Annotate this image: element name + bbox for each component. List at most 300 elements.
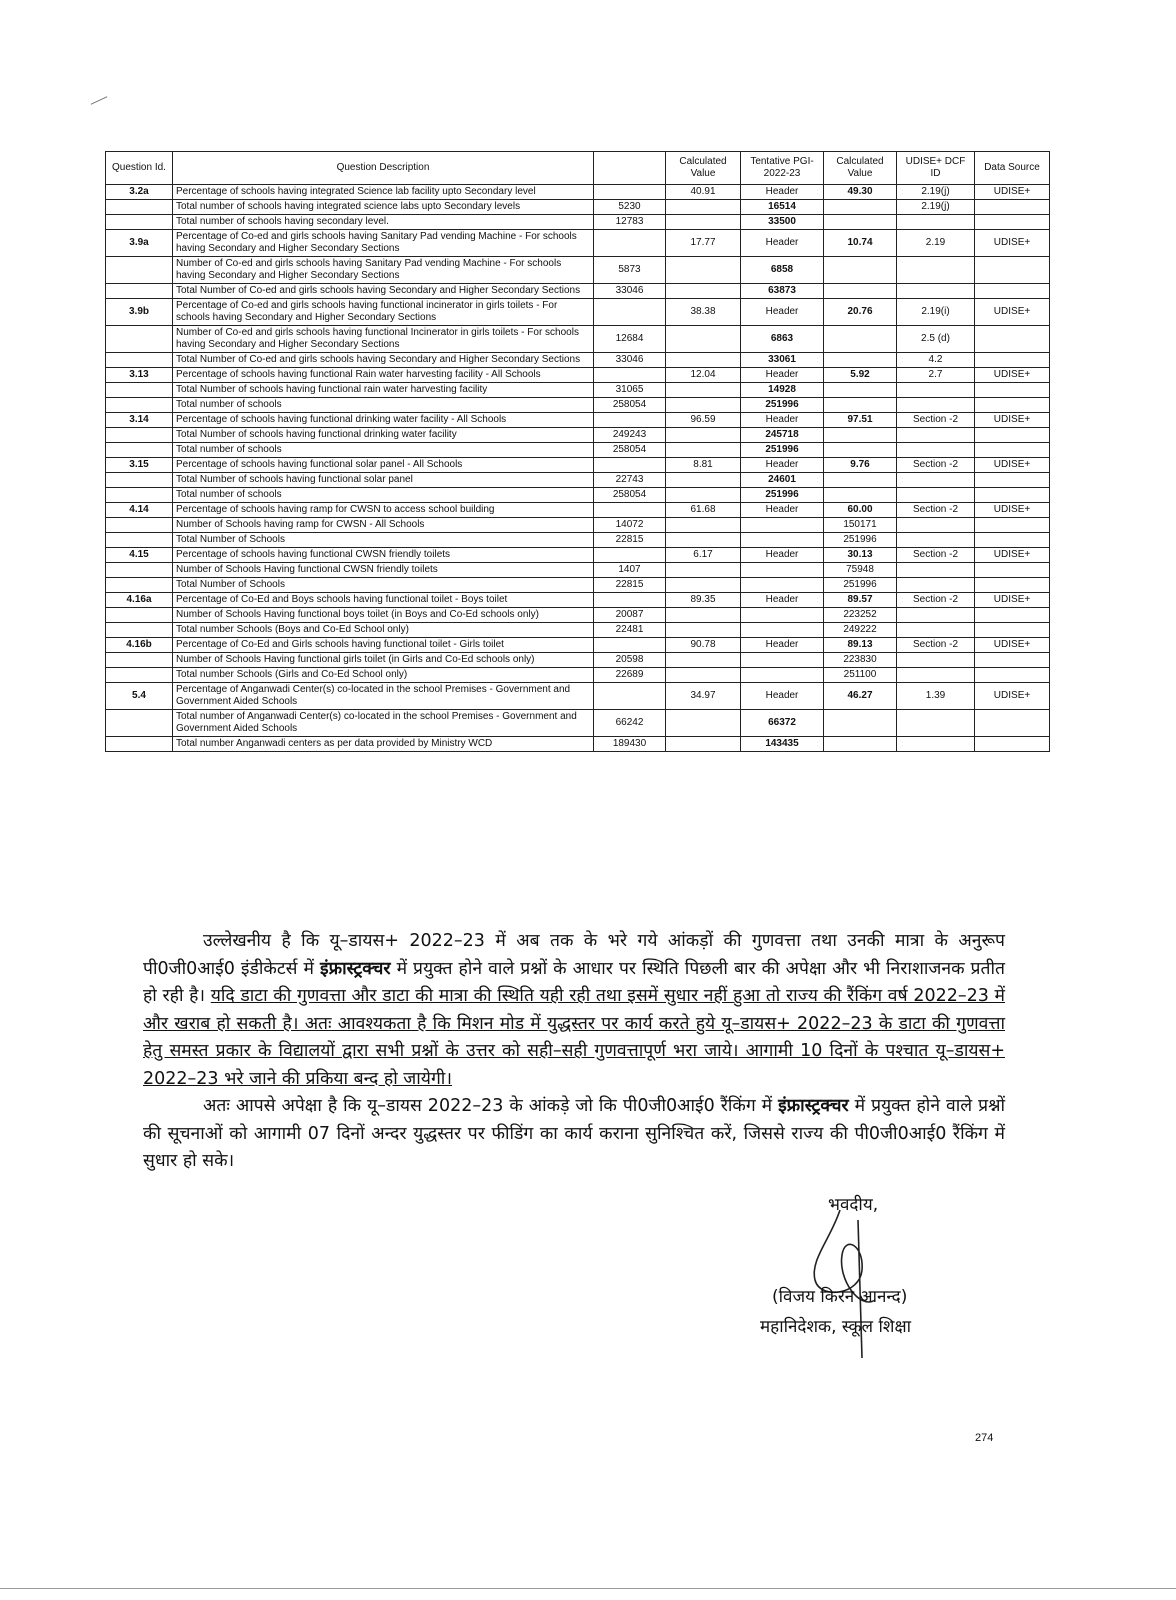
cell-calculated-value	[666, 518, 741, 533]
cell-calculated-value	[666, 443, 741, 458]
cell-calculated-value-2: 249222	[824, 623, 897, 638]
cell-description: Percentage of Anganwadi Center(s) co-located in the school Premises - Government and Government Aided Schools	[173, 683, 594, 710]
cell-count: 22815	[594, 578, 666, 593]
cell-data-source: UDISE+	[975, 683, 1050, 710]
table-row	[106, 683, 1050, 710]
cell-count	[594, 230, 666, 257]
cell-data-source: UDISE+	[975, 638, 1050, 653]
cell-description: Total number Schools (Girls and Co-Ed School only)	[173, 668, 594, 683]
cell-tentative-pgi: Header	[741, 299, 824, 326]
cell-description: Total Number of Co-ed and girls schools having Secondary and Higher Secondary Sections	[173, 353, 594, 368]
cell-count	[594, 683, 666, 710]
letter-paragraph-1	[143, 928, 1005, 1093]
cell-calculated-value	[666, 488, 741, 503]
cell-calculated-value-2: 49.30	[824, 185, 897, 200]
cell-description: Number of Schools Having functional CWSN friendly toilets	[173, 563, 594, 578]
cell-question-id: 3.9b	[106, 299, 173, 326]
cell-calculated-value: 90.78	[666, 638, 741, 653]
cell-tentative-pgi: Header	[741, 683, 824, 710]
col-header-udise-dcf-id: UDISE+ DCF ID	[897, 152, 975, 185]
cell-calculated-value-2	[824, 710, 897, 737]
table-row	[106, 653, 1050, 668]
cell-calculated-value-2	[824, 215, 897, 230]
cell-dcf-id	[897, 284, 975, 299]
cell-question-id	[106, 428, 173, 443]
cell-calculated-value	[666, 326, 741, 353]
cell-dcf-id	[897, 563, 975, 578]
cell-calculated-value-2: 251996	[824, 578, 897, 593]
cell-tentative-pgi: 6858	[741, 257, 824, 284]
cell-tentative-pgi: 251996	[741, 488, 824, 503]
cell-calculated-value-2	[824, 200, 897, 215]
cell-question-id	[106, 488, 173, 503]
cell-description: Total number of schools having integrated science labs upto Secondary levels	[173, 200, 594, 215]
cell-data-source	[975, 623, 1050, 638]
cell-question-id: 4.16a	[106, 593, 173, 608]
cell-count: 66242	[594, 710, 666, 737]
table-row	[106, 257, 1050, 284]
cell-tentative-pgi	[741, 578, 824, 593]
cell-calculated-value-2	[824, 326, 897, 353]
cell-dcf-id: Section -2	[897, 593, 975, 608]
cell-question-id	[106, 518, 173, 533]
cell-question-id	[106, 668, 173, 683]
cell-calculated-value	[666, 623, 741, 638]
cell-description: Percentage of schools having integrated Science lab facility upto Secondary level	[173, 185, 594, 200]
para1-text-2: में प्रयुक्त होने वाले प्रश्नों के आधार पर स्थिति पिछली बार की अपेक्षा और भी निराशाजनक प्रतीत हो रही है।	[143, 958, 1005, 1006]
cell-calculated-value-2	[824, 383, 897, 398]
cell-count: 258054	[594, 443, 666, 458]
cell-calculated-value	[666, 737, 741, 752]
cell-dcf-id	[897, 710, 975, 737]
cell-count: 33046	[594, 284, 666, 299]
cell-description: Percentage of schools having functional CWSN friendly toilets	[173, 548, 594, 563]
cell-tentative-pgi: 251996	[741, 398, 824, 413]
cell-data-source	[975, 383, 1050, 398]
cell-count: 12783	[594, 215, 666, 230]
cell-dcf-id	[897, 533, 975, 548]
cell-question-id: 4.15	[106, 548, 173, 563]
col-header-question-id: Question Id.	[106, 152, 173, 185]
cell-dcf-id: 1.39	[897, 683, 975, 710]
cell-count: 5873	[594, 257, 666, 284]
cell-question-id	[106, 398, 173, 413]
cell-question-id: 3.14	[106, 413, 173, 428]
table-row	[106, 185, 1050, 200]
cell-data-source	[975, 326, 1050, 353]
cell-calculated-value-2	[824, 353, 897, 368]
cell-calculated-value-2: 60.00	[824, 503, 897, 518]
cell-question-id	[106, 623, 173, 638]
cell-calculated-value	[666, 215, 741, 230]
table-row	[106, 638, 1050, 653]
cell-tentative-pgi: 33061	[741, 353, 824, 368]
table-row	[106, 533, 1050, 548]
cell-description: Total number of schools	[173, 488, 594, 503]
cell-data-source	[975, 653, 1050, 668]
cell-dcf-id	[897, 623, 975, 638]
table-row	[106, 593, 1050, 608]
cell-calculated-value-2: 9.76	[824, 458, 897, 473]
cell-count: 249243	[594, 428, 666, 443]
cell-count	[594, 413, 666, 428]
cell-calculated-value-2: 89.13	[824, 638, 897, 653]
cell-tentative-pgi: Header	[741, 413, 824, 428]
cell-dcf-id	[897, 488, 975, 503]
cell-tentative-pgi	[741, 653, 824, 668]
cell-description: Number of Schools Having functional girls toilet (in Girls and Co-Ed schools only)	[173, 653, 594, 668]
signatory-designation: महानिदेशक, स्कूल शिक्षा	[760, 1317, 912, 1337]
cell-count: 20087	[594, 608, 666, 623]
cell-tentative-pgi: 14928	[741, 383, 824, 398]
table-row	[106, 578, 1050, 593]
cell-question-id	[106, 284, 173, 299]
cell-tentative-pgi	[741, 668, 824, 683]
para2-text: अतः आपसे अपेक्षा है कि यू–डायस 2022–23 के आंकड़े जो कि पी0जी0आई0 रैंकिंग में	[203, 1096, 779, 1116]
table-body	[106, 185, 1050, 752]
cell-dcf-id: Section -2	[897, 638, 975, 653]
cell-calculated-value: 40.91	[666, 185, 741, 200]
cell-question-id: 4.14	[106, 503, 173, 518]
cell-tentative-pgi	[741, 623, 824, 638]
cell-count: 5230	[594, 200, 666, 215]
cell-description: Total Number of Schools	[173, 533, 594, 548]
signatory-name: (विजय किरन आनन्द)	[772, 1287, 908, 1307]
col-header-data-source: Data Source	[975, 152, 1050, 185]
cell-question-id	[106, 200, 173, 215]
cell-calculated-value	[666, 710, 741, 737]
indicator-table	[105, 151, 1050, 752]
cell-question-id	[106, 353, 173, 368]
cell-calculated-value: 17.77	[666, 230, 741, 257]
cell-tentative-pgi: 143435	[741, 737, 824, 752]
cell-calculated-value-2: 223830	[824, 653, 897, 668]
table-row	[106, 413, 1050, 428]
table-row	[106, 458, 1050, 473]
table-row	[106, 284, 1050, 299]
table-row	[106, 473, 1050, 488]
cell-question-id: 3.2a	[106, 185, 173, 200]
cell-question-id: 3.9a	[106, 230, 173, 257]
cell-calculated-value-2: 223252	[824, 608, 897, 623]
table-row	[106, 368, 1050, 383]
cell-dcf-id	[897, 257, 975, 284]
cell-calculated-value-2: 20.76	[824, 299, 897, 326]
cell-question-id	[106, 533, 173, 548]
cell-tentative-pgi: Header	[741, 185, 824, 200]
cell-dcf-id	[897, 428, 975, 443]
cell-dcf-id: Section -2	[897, 458, 975, 473]
cell-data-source	[975, 200, 1050, 215]
para1-text: उल्लेखनीय है कि यू–डायस+ 2022–23 में अब तक के भरे गये आंकड़ों की गुणवत्ता तथा उनकी मात्रा के अनुरूप पी0जी0आई0 इंडीकेटर्स में	[143, 931, 1005, 979]
cell-description: Total number Anganwadi centers as per data provided by Ministry WCD	[173, 737, 594, 752]
cell-count: 22481	[594, 623, 666, 638]
cell-calculated-value: 96.59	[666, 413, 741, 428]
cell-question-id	[106, 737, 173, 752]
cell-calculated-value	[666, 563, 741, 578]
cell-data-source: UDISE+	[975, 503, 1050, 518]
cell-dcf-id	[897, 608, 975, 623]
cell-dcf-id	[897, 518, 975, 533]
cell-data-source	[975, 518, 1050, 533]
cell-dcf-id	[897, 737, 975, 752]
cell-count: 22743	[594, 473, 666, 488]
cell-data-source	[975, 473, 1050, 488]
col-header-tentative-pgi: Tentative PGI-2022-23	[741, 152, 824, 185]
cell-data-source	[975, 443, 1050, 458]
cell-calculated-value: 8.81	[666, 458, 741, 473]
table-header-row	[106, 152, 1050, 185]
cell-dcf-id	[897, 443, 975, 458]
cell-data-source: UDISE+	[975, 299, 1050, 326]
table-row	[106, 353, 1050, 368]
cell-description: Total number of schools	[173, 398, 594, 413]
cell-data-source: UDISE+	[975, 368, 1050, 383]
cell-tentative-pgi: Header	[741, 638, 824, 653]
cell-tentative-pgi	[741, 608, 824, 623]
cell-description: Total Number of Schools	[173, 578, 594, 593]
cell-calculated-value	[666, 653, 741, 668]
cell-calculated-value: 61.68	[666, 503, 741, 518]
cell-data-source	[975, 710, 1050, 737]
cell-calculated-value	[666, 398, 741, 413]
cell-calculated-value-2: 150171	[824, 518, 897, 533]
cell-calculated-value-2	[824, 428, 897, 443]
table-row	[106, 737, 1050, 752]
cell-data-source: UDISE+	[975, 413, 1050, 428]
cell-description: Percentage of schools having functional drinking water facility - All Schools	[173, 413, 594, 428]
table-row	[106, 668, 1050, 683]
cell-dcf-id: 2.19(i)	[897, 299, 975, 326]
cell-question-id: 3.15	[106, 458, 173, 473]
cell-dcf-id: 2.19(j)	[897, 200, 975, 215]
cell-question-id	[106, 326, 173, 353]
cell-calculated-value-2	[824, 473, 897, 488]
cell-data-source: UDISE+	[975, 230, 1050, 257]
col-header-blank	[594, 152, 666, 185]
cell-question-id	[106, 578, 173, 593]
cell-description: Percentage of schools having functional solar panel - All Schools	[173, 458, 594, 473]
cell-calculated-value-2: 89.57	[824, 593, 897, 608]
cell-calculated-value-2: 97.51	[824, 413, 897, 428]
cell-calculated-value-2: 75948	[824, 563, 897, 578]
cell-calculated-value-2: 30.13	[824, 548, 897, 563]
cell-count: 1407	[594, 563, 666, 578]
cell-description: Total number of schools	[173, 443, 594, 458]
cell-tentative-pgi: 63873	[741, 284, 824, 299]
cell-data-source: UDISE+	[975, 548, 1050, 563]
para1-underlined-text: यदि डाटा की गुणवत्ता और डाटा की मात्रा की स्थिति यही रही तथा इसमें सुधार नहीं हुआ तो राज्य की रैंकिंग वर्ष 2022–23 में और खराब हो सकती है। अतः आवश्यकता है कि मिशन मोड में युद्धस्तर पर कार्य करते हुये यू–डायस+ 2022–23 के डाटा की गुणवत्ता हेतु समस्त प्रकार के विद्यालयों द्वारा सभी प्रश्नों के उत्तर को सही–सही गुणवत्तापूर्ण भरा जाये। आगामी 10 दिनों के पश्चात यू–डायस+ 2022–23 भरे जाने की प्रकिया बन्द हो जायेगी।	[143, 986, 1006, 1089]
cell-description: Percentage of schools having ramp for CWSN to access school building	[173, 503, 594, 518]
cell-description: Percentage of Co-Ed and Girls schools having functional toilet - Girls toilet	[173, 638, 594, 653]
cell-tentative-pgi: Header	[741, 368, 824, 383]
cell-description: Number of Co-ed and girls schools having functional Incinerator in girls toilets - For schools having Secondary and Higher Secondary Sections	[173, 326, 594, 353]
cell-description: Total number of schools having secondary level.	[173, 215, 594, 230]
cell-calculated-value	[666, 578, 741, 593]
cell-tentative-pgi: 245718	[741, 428, 824, 443]
cell-dcf-id: 2.7	[897, 368, 975, 383]
cell-question-id	[106, 215, 173, 230]
cell-count	[594, 503, 666, 518]
cell-calculated-value-2	[824, 257, 897, 284]
cell-data-source	[975, 353, 1050, 368]
closing: भवदीय,	[828, 1195, 879, 1215]
cell-description: Percentage of Co-Ed and Boys schools having functional toilet - Boys toilet	[173, 593, 594, 608]
cell-count	[594, 299, 666, 326]
cell-tentative-pgi: Header	[741, 593, 824, 608]
cell-count: 33046	[594, 353, 666, 368]
cell-description: Total Number of schools having functional rain water harvesting facility	[173, 383, 594, 398]
cell-data-source: UDISE+	[975, 458, 1050, 473]
table-row	[106, 503, 1050, 518]
cell-tentative-pgi: 66372	[741, 710, 824, 737]
col-header-calculated-value: Calculated Value	[666, 152, 741, 185]
letter-body	[143, 928, 1005, 1176]
para1-bold-term: इंफ्रास्ट्रक्चर	[319, 958, 391, 979]
signature-block	[760, 1190, 911, 1342]
cell-data-source	[975, 215, 1050, 230]
cell-calculated-value-2: 251100	[824, 668, 897, 683]
table-row	[106, 230, 1050, 257]
scan-artifact	[91, 96, 108, 105]
cell-calculated-value-2	[824, 443, 897, 458]
cell-data-source	[975, 284, 1050, 299]
cell-calculated-value-2	[824, 398, 897, 413]
cell-dcf-id: 2.19(j)	[897, 185, 975, 200]
cell-question-id: 4.16b	[106, 638, 173, 653]
cell-calculated-value	[666, 200, 741, 215]
cell-count	[594, 593, 666, 608]
cell-description: Number of Co-ed and girls schools having Sanitary Pad vending Machine - For schools having Secondary and Higher Secondary Sections	[173, 257, 594, 284]
cell-calculated-value	[666, 608, 741, 623]
table-row	[106, 428, 1050, 443]
cell-tentative-pgi: 33500	[741, 215, 824, 230]
cell-description: Total Number of Co-ed and girls schools having Secondary and Higher Secondary Sections	[173, 284, 594, 299]
cell-tentative-pgi	[741, 563, 824, 578]
cell-dcf-id	[897, 215, 975, 230]
cell-tentative-pgi: 24601	[741, 473, 824, 488]
cell-description: Total number Schools (Boys and Co-Ed School only)	[173, 623, 594, 638]
cell-description: Total Number of schools having functional solar panel	[173, 473, 594, 488]
cell-calculated-value: 34.97	[666, 683, 741, 710]
cell-calculated-value-2: 46.27	[824, 683, 897, 710]
cell-calculated-value	[666, 284, 741, 299]
cell-tentative-pgi: Header	[741, 548, 824, 563]
table-row	[106, 299, 1050, 326]
cell-calculated-value-2	[824, 737, 897, 752]
para2-text-2: में प्रयुक्त होने वाले प्रश्नों की सूचनाओं को आगामी 07 दिनों अन्दर युद्धस्तर पर फीडिंग का कार्य कराना सुनिश्चित करें, जिससे राज्य की पी0जी0आई0 रैंकिंग में सुधार हो सके।	[143, 1096, 1005, 1171]
cell-calculated-value: 6.17	[666, 548, 741, 563]
cell-data-source	[975, 563, 1050, 578]
cell-calculated-value-2: 10.74	[824, 230, 897, 257]
table-row	[106, 623, 1050, 638]
cell-data-source	[975, 737, 1050, 752]
cell-description: Number of Schools Having functional boys toilet (in Boys and Co-Ed schools only)	[173, 608, 594, 623]
cell-question-id	[106, 710, 173, 737]
cell-description: Total Number of schools having functional drinking water facility	[173, 428, 594, 443]
cell-calculated-value	[666, 668, 741, 683]
cell-data-source	[975, 257, 1050, 284]
cell-tentative-pgi: Header	[741, 503, 824, 518]
cell-count: 20598	[594, 653, 666, 668]
letter-paragraph-2	[143, 1093, 1005, 1176]
table-row	[106, 518, 1050, 533]
cell-dcf-id: 2.19	[897, 230, 975, 257]
page-number: 274	[975, 1432, 994, 1444]
table-row	[106, 488, 1050, 503]
cell-count: 258054	[594, 488, 666, 503]
cell-question-id: 3.13	[106, 368, 173, 383]
cell-calculated-value: 12.04	[666, 368, 741, 383]
cell-calculated-value	[666, 428, 741, 443]
cell-data-source	[975, 488, 1050, 503]
cell-data-source	[975, 668, 1050, 683]
col-header-description: Question Description	[173, 152, 594, 185]
scan-artifact	[0, 1588, 1176, 1589]
cell-data-source: UDISE+	[975, 185, 1050, 200]
cell-calculated-value-2	[824, 284, 897, 299]
cell-calculated-value	[666, 383, 741, 398]
cell-dcf-id: Section -2	[897, 413, 975, 428]
cell-tentative-pgi: 251996	[741, 443, 824, 458]
cell-question-id	[106, 257, 173, 284]
cell-description: Total number of Anganwadi Center(s) co-located in the school Premises - Government and Government Aided Schools	[173, 710, 594, 737]
table-row	[106, 383, 1050, 398]
cell-calculated-value: 89.35	[666, 593, 741, 608]
cell-tentative-pgi	[741, 533, 824, 548]
table-row	[106, 563, 1050, 578]
cell-dcf-id	[897, 473, 975, 488]
cell-dcf-id	[897, 653, 975, 668]
cell-description: Percentage of Co-ed and girls schools having Sanitary Pad vending Machine - For schools having Secondary and Higher Secondary Sections	[173, 230, 594, 257]
cell-dcf-id	[897, 383, 975, 398]
cell-calculated-value: 38.38	[666, 299, 741, 326]
cell-data-source	[975, 398, 1050, 413]
cell-data-source: UDISE+	[975, 593, 1050, 608]
table-row	[106, 443, 1050, 458]
cell-count: 14072	[594, 518, 666, 533]
cell-count: 258054	[594, 398, 666, 413]
cell-description: Percentage of schools having functional Rain water harvesting facility - All Schools	[173, 368, 594, 383]
cell-dcf-id: Section -2	[897, 548, 975, 563]
cell-question-id	[106, 383, 173, 398]
cell-data-source	[975, 578, 1050, 593]
cell-data-source	[975, 428, 1050, 443]
cell-tentative-pgi: 16514	[741, 200, 824, 215]
cell-dcf-id: 4.2	[897, 353, 975, 368]
cell-question-id	[106, 608, 173, 623]
cell-dcf-id	[897, 398, 975, 413]
cell-calculated-value	[666, 257, 741, 284]
cell-description: Percentage of Co-ed and girls schools having functional incinerator in girls toilets - For schools having Secondary and Higher Secondary Sections	[173, 299, 594, 326]
cell-calculated-value-2: 251996	[824, 533, 897, 548]
cell-count: 31065	[594, 383, 666, 398]
table-row	[106, 608, 1050, 623]
table-row	[106, 326, 1050, 353]
cell-calculated-value-2	[824, 488, 897, 503]
cell-count: 12684	[594, 326, 666, 353]
cell-tentative-pgi: Header	[741, 230, 824, 257]
cell-calculated-value-2: 5.92	[824, 368, 897, 383]
cell-count: 22815	[594, 533, 666, 548]
cell-question-id	[106, 563, 173, 578]
cell-calculated-value	[666, 353, 741, 368]
cell-question-id	[106, 653, 173, 668]
cell-calculated-value	[666, 473, 741, 488]
para2-bold-term: इंफ्रास्ट्रक्चर	[778, 1096, 849, 1116]
cell-question-id	[106, 443, 173, 458]
cell-count: 22689	[594, 668, 666, 683]
